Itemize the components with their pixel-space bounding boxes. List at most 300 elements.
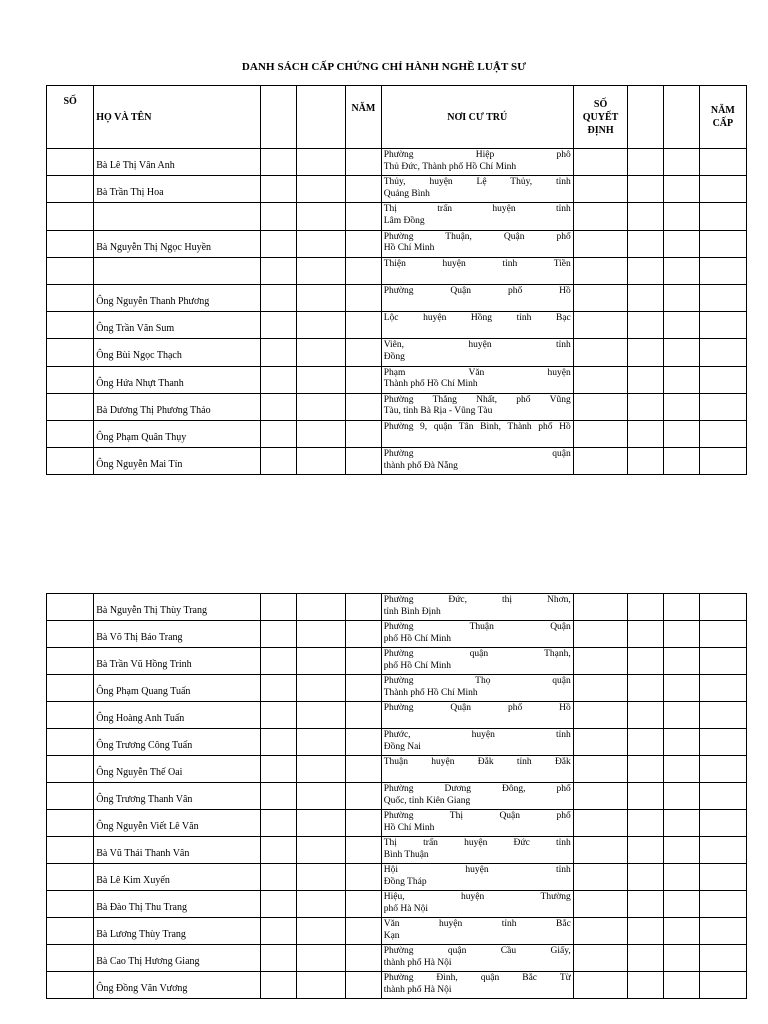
blank-cell: [296, 621, 345, 648]
blank-cell: [261, 783, 297, 810]
blank-cell: [296, 756, 345, 783]
name-cell: [94, 257, 261, 284]
header-row: [47, 86, 747, 149]
blank-cell: [664, 675, 700, 702]
blank-cell: [628, 448, 664, 475]
blank-cell: [296, 420, 345, 447]
blank-cell: [261, 621, 297, 648]
address-cell: [381, 702, 573, 729]
blank-cell: [296, 257, 345, 284]
blank-cell: [699, 891, 746, 918]
table-row: [47, 420, 747, 447]
address-line: Phường 9, quận Tân Bình, Thành phố Hồ: [383, 421, 571, 432]
name-cell: Ông Nguyễn Thanh Phương: [94, 284, 261, 311]
address-line: Hồ Chí Minh: [383, 822, 435, 833]
address-line: Phước, huyện tỉnh: [383, 730, 571, 740]
blank-cell: [573, 864, 628, 891]
blank-cell: [47, 729, 94, 756]
blank-cell: [664, 230, 700, 257]
blank-cell: [628, 864, 664, 891]
blank-cell: [261, 675, 297, 702]
blank-cell: [573, 257, 628, 284]
blank-cell: [573, 366, 628, 393]
blank-cell: [699, 972, 746, 999]
address-line: Phường quận Thạnh,: [383, 649, 571, 659]
name-cell: Ông Hứa Nhựt Thanh: [94, 366, 261, 393]
address-cell: [381, 284, 573, 311]
blank-cell: [699, 203, 746, 230]
blank-cell: [296, 230, 345, 257]
address-cell: [381, 837, 573, 864]
blank-cell: [296, 312, 345, 339]
blank-cell: [346, 339, 382, 366]
blank-cell: [628, 891, 664, 918]
address-cell: [381, 230, 573, 257]
address-cell: [381, 756, 573, 783]
address-line: phố Hồ Chí Minh: [383, 633, 452, 644]
blank-cell: [573, 621, 628, 648]
blank-cell: [573, 230, 628, 257]
address-cell: [381, 312, 573, 339]
address-line: Văn huyện tỉnh Bắc: [383, 919, 571, 929]
address-line: phố Hà Nội: [383, 903, 429, 914]
blank-cell: [261, 918, 297, 945]
blank-cell: [699, 783, 746, 810]
address-cell: [381, 810, 573, 837]
blank-cell: [664, 756, 700, 783]
table-row: [47, 312, 747, 339]
name-cell: Ông Hoàng Anh Tuấn: [94, 702, 261, 729]
blank-cell: [261, 366, 297, 393]
address-cell: [381, 448, 573, 475]
blank-cell: [573, 729, 628, 756]
blank-cell: [47, 891, 94, 918]
blank-cell: [261, 230, 297, 257]
blank-cell: [346, 420, 382, 447]
table-row: [47, 945, 747, 972]
blank-cell: [699, 945, 746, 972]
address-line: thành phố Đà Nẵng: [383, 460, 458, 471]
blank-cell: [628, 648, 664, 675]
blank-cell: [296, 203, 345, 230]
blank-cell: [261, 972, 297, 999]
address-line: Lâm Đồng: [383, 215, 425, 226]
blank-cell: [573, 420, 628, 447]
table-row: [47, 729, 747, 756]
address-line: Thủ Đức, Thành phố Hồ Chí Minh: [383, 161, 517, 172]
blank-cell: [47, 149, 94, 176]
blank-cell: [573, 448, 628, 475]
blank-cell: [47, 945, 94, 972]
address-line: Phường quận: [383, 449, 571, 460]
address-line: Đồng: [383, 351, 405, 362]
blank-cell: [664, 621, 700, 648]
blank-cell: [47, 756, 94, 783]
blank-cell: [261, 648, 297, 675]
blank-cell: [296, 729, 345, 756]
table-row: [47, 621, 747, 648]
table-row: [47, 837, 747, 864]
blank-cell: [296, 810, 345, 837]
blank-cell: [261, 891, 297, 918]
blank-cell: [47, 918, 94, 945]
blank-cell: [628, 810, 664, 837]
blank-cell: [699, 918, 746, 945]
blank-cell: [346, 203, 382, 230]
table-row: [47, 203, 747, 230]
address-cell: [381, 945, 573, 972]
address-line: Bình Thuận: [383, 849, 429, 860]
blank-cell: [296, 176, 345, 203]
blank-cell: [47, 810, 94, 837]
header-so-quyet-dinh: SỐ QUYẾT ĐỊNH: [573, 86, 628, 149]
name-cell: Bà Đào Thị Thu Trang: [94, 891, 261, 918]
blank-cell: [346, 621, 382, 648]
blank-cell: [346, 945, 382, 972]
blank-cell: [699, 448, 746, 475]
name-cell: Ông Đồng Văn Vương: [94, 972, 261, 999]
blank-cell: [47, 675, 94, 702]
blank-cell: [47, 702, 94, 729]
blank-cell: [296, 149, 345, 176]
blank-cell: [573, 284, 628, 311]
address-cell: [381, 729, 573, 756]
table-row: [47, 149, 747, 176]
address-line: Đồng Tháp: [383, 876, 427, 887]
blank-cell: [573, 648, 628, 675]
blank-cell: [664, 393, 700, 420]
blank-cell: [261, 339, 297, 366]
blank-cell: [261, 594, 297, 621]
blank-cell: [261, 257, 297, 284]
blank-cell: [699, 648, 746, 675]
blank-cell: [699, 420, 746, 447]
name-cell: Bà Trần Thị Hoa: [94, 176, 261, 203]
blank-cell: [699, 621, 746, 648]
name-cell: [94, 203, 261, 230]
blank-cell: [346, 918, 382, 945]
blank-cell: [628, 284, 664, 311]
blank-cell: [47, 972, 94, 999]
blank-cell: [573, 702, 628, 729]
table-row: [47, 918, 747, 945]
blank-cell: [346, 729, 382, 756]
address-line: Hồ Chí Minh: [383, 243, 435, 254]
blank-cell: [346, 675, 382, 702]
blank-cell: [628, 149, 664, 176]
blank-cell: [664, 783, 700, 810]
blank-cell: [628, 702, 664, 729]
blank-cell: [628, 918, 664, 945]
blank-cell: [699, 729, 746, 756]
address-cell: [381, 675, 573, 702]
blank-cell: [573, 918, 628, 945]
blank-cell: [664, 837, 700, 864]
blank-cell: [699, 284, 746, 311]
address-cell: [381, 203, 573, 230]
blank-cell: [664, 366, 700, 393]
address-cell: [381, 594, 573, 621]
blank-cell: [573, 972, 628, 999]
address-cell: [381, 972, 573, 999]
address-cell: [381, 176, 573, 203]
address-line: Phạm Văn huyện: [383, 367, 571, 378]
blank-cell: [573, 176, 628, 203]
blank-cell: [47, 837, 94, 864]
blank-cell: [47, 420, 94, 447]
blank-cell: [261, 420, 297, 447]
blank-cell: [261, 837, 297, 864]
blank-cell: [296, 972, 345, 999]
address-line: thành phố Hà Nội: [383, 984, 452, 995]
table-row: [47, 864, 747, 891]
blank-cell: [664, 945, 700, 972]
blank-cell: [346, 149, 382, 176]
name-cell: Ông Nguyễn Viết Lê Văn: [94, 810, 261, 837]
blank-cell: [573, 203, 628, 230]
address-cell: [381, 420, 573, 447]
blank-cell: [346, 648, 382, 675]
blank-cell: [261, 284, 297, 311]
blank-cell: [47, 339, 94, 366]
address-line: Quốc, tỉnh Kiên Giang: [383, 795, 471, 806]
blank-cell: [628, 729, 664, 756]
blank-cell: [47, 284, 94, 311]
table-row: [47, 648, 747, 675]
blank-cell: [628, 621, 664, 648]
table-row: [47, 230, 747, 257]
address-line: Phường Quận phố Hồ: [383, 703, 571, 713]
address-line: Thủy, huyện Lệ Thủy, tỉnh: [383, 177, 571, 188]
blank-cell: [628, 756, 664, 783]
blank-cell: [47, 783, 94, 810]
blank-cell: [47, 393, 94, 420]
address-cell: [381, 648, 573, 675]
blank-cell: [296, 864, 345, 891]
blank-cell: [573, 594, 628, 621]
address-line: Phường Thuận, Quận phố: [383, 231, 571, 242]
blank-cell: [346, 393, 382, 420]
blank-cell: [628, 945, 664, 972]
blank-cell: [573, 810, 628, 837]
address-line: Hiệu, huyện Thường: [383, 892, 571, 902]
blank-cell: [664, 972, 700, 999]
address-line: Đồng Nai: [383, 741, 421, 752]
name-cell: Ông Bùi Ngọc Thạch: [94, 339, 261, 366]
table-row: [47, 448, 747, 475]
address-line: Thuận huyện Đắk tỉnh Đắk: [383, 757, 571, 767]
address-line: Viên, huyện tỉnh: [383, 340, 571, 351]
license-table-1: [46, 85, 747, 475]
blank-cell: [573, 756, 628, 783]
blank-cell: [699, 366, 746, 393]
blank-cell: [296, 891, 345, 918]
blank-cell: [47, 230, 94, 257]
blank-cell: [47, 257, 94, 284]
blank-cell: [346, 891, 382, 918]
table-row: [47, 702, 747, 729]
header-noi-cu-tru: NƠI CƯ TRÚ: [381, 86, 573, 149]
address-line: Kạn: [383, 930, 400, 941]
name-cell: Ông Nguyễn Mai Tín: [94, 448, 261, 475]
blank-cell: [699, 675, 746, 702]
address-line: Phường Đình, quận Bắc Từ: [383, 973, 571, 983]
address-line: Phường Quận phố Hồ: [383, 285, 571, 296]
address-cell: [381, 366, 573, 393]
name-cell: Bà Võ Thị Bảo Trang: [94, 621, 261, 648]
blank-cell: [47, 864, 94, 891]
address-cell: [381, 864, 573, 891]
blank-cell: [261, 702, 297, 729]
blank-cell: [261, 729, 297, 756]
header-blank: [664, 86, 700, 149]
header-blank: [261, 86, 297, 149]
blank-cell: [628, 257, 664, 284]
blank-cell: [699, 257, 746, 284]
blank-cell: [47, 366, 94, 393]
address-line: Phường Đức, thị Nhơn,: [383, 595, 571, 605]
name-cell: Ông Phạm Quân Thụy: [94, 420, 261, 447]
blank-cell: [699, 176, 746, 203]
blank-cell: [628, 972, 664, 999]
blank-cell: [664, 918, 700, 945]
name-cell: Bà Nguyễn Thị Thùy Trang: [94, 594, 261, 621]
blank-cell: [664, 176, 700, 203]
blank-cell: [573, 149, 628, 176]
blank-cell: [346, 837, 382, 864]
address-line: tỉnh Bình Định: [383, 606, 441, 617]
blank-cell: [664, 594, 700, 621]
blank-cell: [628, 837, 664, 864]
blank-cell: [664, 339, 700, 366]
blank-cell: [628, 312, 664, 339]
address-line: Thiện huyện tỉnh Tiền: [383, 258, 571, 269]
address-line: Phường Thắng Nhất, phố Vũng: [383, 394, 571, 405]
blank-cell: [296, 918, 345, 945]
table-row: [47, 810, 747, 837]
address-line: Thành phố Hồ Chí Minh: [383, 379, 478, 389]
header-ho-ten: HỌ VÀ TÊN: [94, 86, 261, 149]
blank-cell: [628, 393, 664, 420]
blank-cell: [296, 366, 345, 393]
blank-cell: [346, 312, 382, 339]
blank-cell: [346, 230, 382, 257]
header-so: SỐ: [47, 86, 94, 149]
table-row: [47, 594, 747, 621]
blank-cell: [47, 621, 94, 648]
blank-cell: [346, 594, 382, 621]
address-cell: [381, 339, 573, 366]
blank-cell: [573, 675, 628, 702]
name-cell: Bà Dương Thị Phương Thảo: [94, 393, 261, 420]
blank-cell: [628, 176, 664, 203]
name-cell: Bà Trần Vũ Hồng Trinh: [94, 648, 261, 675]
name-cell: Bà Lương Thùy Trang: [94, 918, 261, 945]
blank-cell: [699, 756, 746, 783]
address-line: Thị trấn huyện Đức tỉnh: [383, 838, 571, 848]
name-cell: Bà Cao Thị Hương Giang: [94, 945, 261, 972]
name-cell: Ông Phạm Quang Tuấn: [94, 675, 261, 702]
address-cell: [381, 891, 573, 918]
address-line: Phường Thuận Quận: [383, 622, 571, 632]
blank-cell: [664, 312, 700, 339]
name-cell: Ông Trương Công Tuấn: [94, 729, 261, 756]
blank-cell: [47, 312, 94, 339]
blank-cell: [261, 864, 297, 891]
table-row: [47, 393, 747, 420]
table-row: [47, 366, 747, 393]
blank-cell: [699, 837, 746, 864]
blank-cell: [573, 837, 628, 864]
blank-cell: [346, 702, 382, 729]
header-nam-cap: NĂM CẤP: [699, 86, 746, 149]
blank-cell: [664, 257, 700, 284]
blank-cell: [664, 448, 700, 475]
blank-cell: [699, 149, 746, 176]
table-row: [47, 756, 747, 783]
blank-cell: [699, 702, 746, 729]
name-cell: Bà Lê Thị Vân Anh: [94, 149, 261, 176]
address-line: Thị trấn huyện tỉnh: [383, 204, 571, 215]
address-line: Phường Thị Quận phố: [383, 811, 571, 821]
blank-cell: [664, 149, 700, 176]
blank-cell: [296, 783, 345, 810]
blank-cell: [296, 648, 345, 675]
table-row: [47, 339, 747, 366]
blank-cell: [664, 648, 700, 675]
blank-cell: [699, 864, 746, 891]
table-row: [47, 675, 747, 702]
name-cell: Ông Trần Văn Sum: [94, 312, 261, 339]
address-cell: [381, 257, 573, 284]
page-title: DANH SÁCH CẤP CHỨNG CHỈ HÀNH NGHỀ LUẬT SƯ: [241, 61, 527, 73]
blank-cell: [296, 339, 345, 366]
blank-cell: [346, 810, 382, 837]
blank-cell: [628, 783, 664, 810]
blank-cell: [346, 257, 382, 284]
blank-cell: [664, 810, 700, 837]
address-line: Thành phố Hồ Chí Minh: [383, 687, 478, 698]
blank-cell: [699, 230, 746, 257]
header-blank: [628, 86, 664, 149]
blank-cell: [628, 339, 664, 366]
blank-cell: [296, 284, 345, 311]
blank-cell: [261, 203, 297, 230]
blank-cell: [628, 675, 664, 702]
address-cell: [381, 918, 573, 945]
blank-cell: [628, 203, 664, 230]
blank-cell: [47, 176, 94, 203]
blank-cell: [664, 203, 700, 230]
table-row: [47, 972, 747, 999]
blank-cell: [296, 837, 345, 864]
blank-cell: [296, 594, 345, 621]
blank-cell: [261, 756, 297, 783]
blank-cell: [47, 594, 94, 621]
blank-cell: [261, 312, 297, 339]
blank-cell: [699, 393, 746, 420]
blank-cell: [261, 448, 297, 475]
blank-cell: [573, 891, 628, 918]
blank-cell: [573, 312, 628, 339]
address-line: Quảng Bình: [383, 188, 430, 199]
blank-cell: [296, 702, 345, 729]
blank-cell: [296, 675, 345, 702]
blank-cell: [699, 594, 746, 621]
address-line: Phường quận Cầu Giấy,: [383, 946, 571, 956]
license-table-2: [46, 593, 747, 999]
address-cell: [381, 783, 573, 810]
